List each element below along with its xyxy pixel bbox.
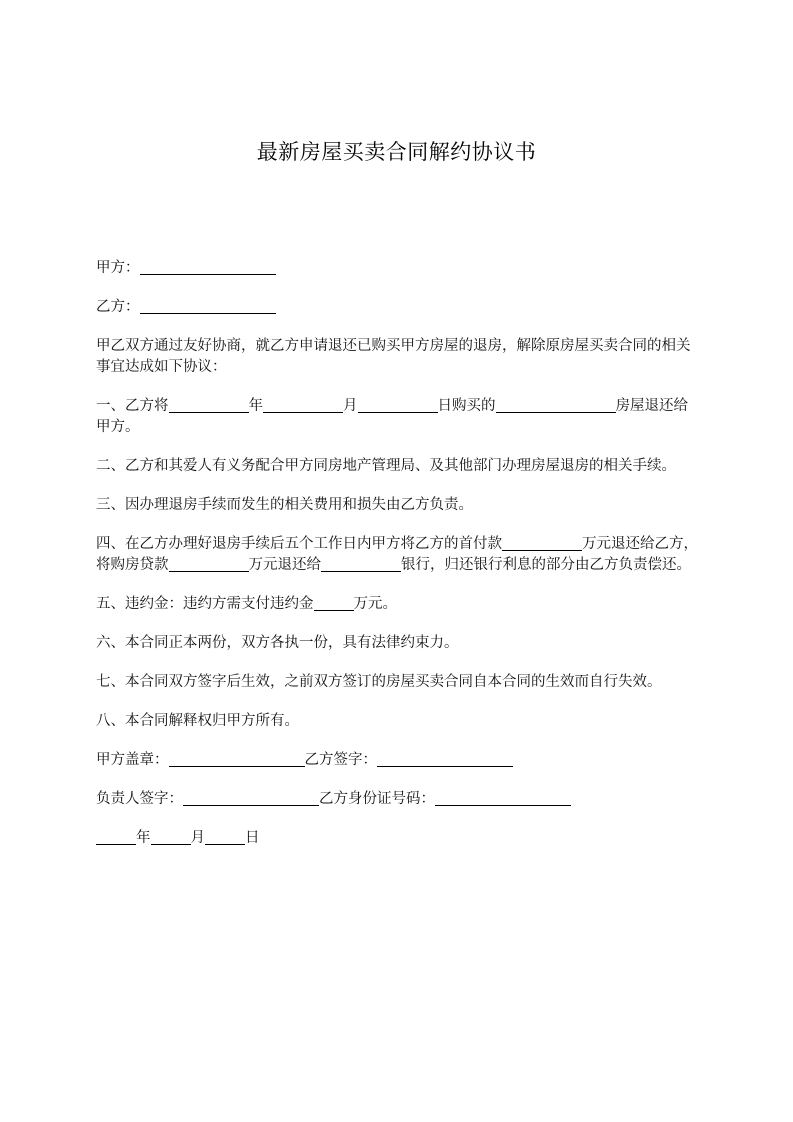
signature-line-2	[96, 789, 698, 810]
clause-5-prefix: 五、违约金：违约方需支付违约金	[96, 596, 314, 612]
clause-1-day-bought: 日购买的	[437, 398, 496, 414]
document-body	[96, 258, 698, 867]
clause-1-suffix: 房屋退还给甲方。	[96, 398, 688, 435]
party-b-id-blank[interactable]	[435, 789, 571, 806]
clause-7: 七、本合同双方签字后生效，之前双方签订的房屋买卖合同自本合同的生效而自行失效。	[96, 674, 662, 690]
party-b-label: 乙方：	[96, 299, 140, 315]
clause-5-penalty-blank[interactable]	[314, 594, 354, 611]
document-title: 最新房屋买卖合同解约协议书	[256, 140, 537, 164]
clause-4-part2: 万元退还给乙方，将购房贷款	[96, 536, 698, 573]
responsible-sign-blank[interactable]	[183, 789, 319, 806]
clause-4-down-payment-blank[interactable]	[502, 534, 582, 551]
date-year-blank[interactable]	[96, 828, 136, 845]
clause-1-month-blank[interactable]	[263, 396, 343, 413]
party-a-seal-label: 甲方盖章：	[96, 752, 169, 768]
signature-line-1	[96, 750, 698, 771]
clause-4-part4: 银行，归还银行利息的部分由乙方负责偿还。	[401, 557, 691, 573]
party-a-line	[96, 258, 698, 279]
clause-4-part3: 万元退还给	[248, 557, 321, 573]
intro-paragraph: 甲乙双方通过友好协商，就乙方申请退还已购买甲方房屋的退房，解除原房屋买卖合同的相关事宜达成如下协议：	[96, 338, 691, 375]
clause-5-suffix: 万元。	[353, 596, 397, 612]
date-month-blank[interactable]	[151, 828, 191, 845]
party-b-sign-blank[interactable]	[377, 750, 513, 767]
date-month: 月	[190, 830, 205, 846]
clause-1-month: 月	[343, 398, 358, 414]
party-b-id-label: 乙方身份证号码：	[319, 791, 435, 807]
clause-1-year: 年	[248, 398, 263, 414]
party-b-sign-label: 乙方签字：	[304, 752, 377, 768]
date-day: 日	[245, 830, 260, 846]
date-line	[96, 828, 698, 849]
clause-1-prefix: 一、乙方将	[96, 398, 169, 414]
date-year: 年	[136, 830, 151, 846]
clause-5	[96, 594, 698, 615]
clause-1-year-blank[interactable]	[169, 396, 249, 413]
clause-8: 八、本合同解释权归甲方所有。	[96, 713, 299, 729]
responsible-sign-label: 负责人签字：	[96, 791, 183, 807]
party-a-seal-blank[interactable]	[169, 750, 305, 767]
party-a-blank[interactable]	[140, 258, 276, 275]
date-day-blank[interactable]	[205, 828, 245, 845]
clause-4	[96, 534, 698, 576]
clause-3: 三、因办理退房手续而发生的相关费用和损失由乙方负责。	[96, 497, 473, 513]
clause-2: 二、乙方和其爱人有义务配合甲方同房地产管理局、及其他部门办理房屋退房的相关手续。	[96, 458, 676, 474]
party-b-line	[96, 297, 698, 318]
clause-4-bank-blank[interactable]	[321, 555, 401, 572]
party-a-label: 甲方：	[96, 260, 140, 276]
clause-1-day-blank[interactable]	[358, 396, 438, 413]
clause-1-house-blank[interactable]	[496, 396, 616, 413]
clause-4-loan-blank[interactable]	[169, 555, 249, 572]
clause-6: 六、本合同正本两份，双方各执一份，具有法律约束力。	[96, 635, 459, 651]
clause-1	[96, 396, 698, 438]
clause-4-prefix: 四、在乙方办理好退房手续后五个工作日内甲方将乙方的首付款	[96, 536, 502, 552]
party-b-blank[interactable]	[140, 297, 276, 314]
